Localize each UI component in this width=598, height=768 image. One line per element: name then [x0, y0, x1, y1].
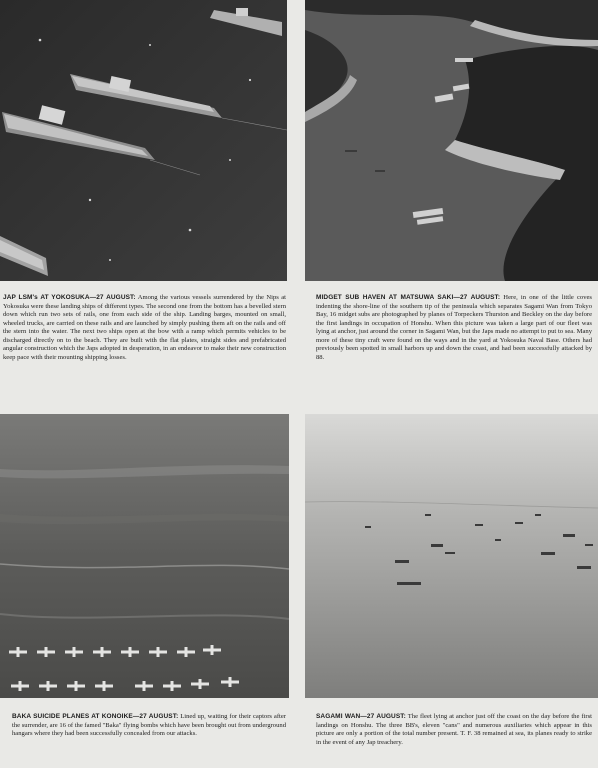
photo-midget-sub-haven: [305, 0, 598, 281]
photo-baka-planes-konoike: [0, 414, 289, 698]
caption-heading: JAP LSM's AT YOKOSUKA—27 AUGUST:: [3, 294, 136, 301]
caption-midget-sub-haven: [316, 294, 592, 362]
caption-sagami-wan: [316, 713, 592, 747]
caption-heading: MIDGET SUB HAVEN AT MATSUWA SAKI—27 AUGUST:: [316, 294, 501, 301]
photo-sagami-wan: [305, 414, 598, 698]
photo-lsm-yokosuka: [0, 0, 287, 281]
caption-body: Here, in one of the little coves indenting the shore-line of the southern tip of the peninsula which separates Sagami Wan from Tokyo Bay, 16 midget subs are photographed by planes of Torpeckers Thurston and Beckley on the day before the first landings in occupation of Honshu. When this picture was taken a large part of our fleet was lying at anchor, just around the corner in Sagami Wan, but the Japs made no attempt to put to sea. Many more of these tiny craft were found on the ways and in the yard at Yokosuka Naval Base. Others had previously been spotted in small harbors up and down the coast, and had been successfully attacked by 88.: [316, 294, 593, 361]
caption-body: The fleet lying at anchor just off the coast on the day before the first landings on Honshu. The three BB's, eleven "cans" and numerous auxiliaries which appear in this picture are only a portion of the total number present. T. F. 38 remained at sea, its planes ready to strike in the event of any Jap treachery.: [316, 713, 592, 746]
caption-heading: BAKA SUICIDE PLANES AT KONOIKE—27 AUGUST:: [12, 713, 179, 720]
caption-body: Among the various vessels surrendered by the Nips at Yokosuka were these landing ships of different types. The second one from the bottom has a bevelled stern down which run two sets of rails, one from each side of the ship. Landing barges, mounted on small, wheeled trucks, are carried on these rails and are launched by simply pushing them aft on the rails and off the stern into the water. The next two ships open at the bow with a ramp which permits vehicles to be discharged directly on to the beach. They are built with the flat plates, straight sides and prefabricated angular construction which the Japs adopted in desperation, in an endeavor to make their new construction keep pace with their mounting shipping losses.: [3, 294, 287, 361]
caption-body: Lined up, waiting for their captors after the surrender, are 16 of the famed "Baka" flying bombs which have been brought out from underground hangars where they had been successfully concealed from our attacks.: [12, 713, 286, 738]
caption-heading: SAGAMI WAN—27 AUGUST:: [316, 713, 406, 720]
caption-baka-planes-konoike: [12, 713, 286, 739]
caption-lsm-yokosuka: [3, 294, 286, 362]
